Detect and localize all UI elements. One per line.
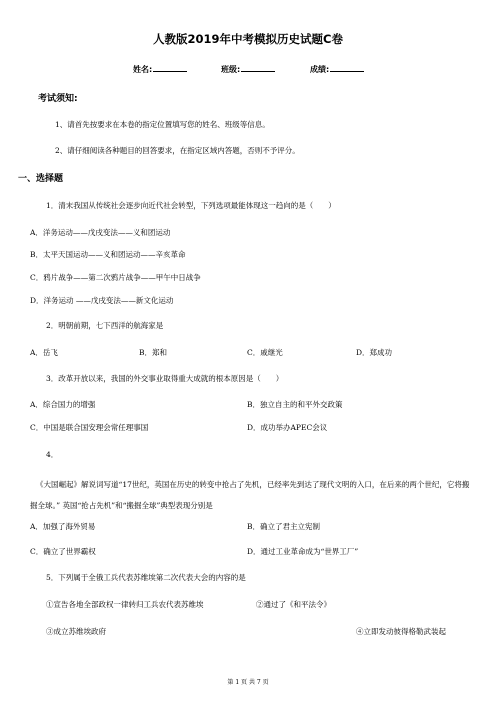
class-label: 班级: bbox=[221, 65, 241, 74]
question-4-option-a: A．加强了海外贸易 bbox=[30, 522, 96, 531]
class-field bbox=[221, 64, 275, 74]
question-3-option-b: B．独立自主的和平外交政策 bbox=[247, 400, 343, 409]
question-2-option-c: C．戚继光 bbox=[247, 348, 283, 357]
name-label: 姓名: bbox=[133, 65, 153, 74]
question-5-item-1: ①宣告各地全部政权一律转归工兵农代表苏维埃 bbox=[46, 600, 204, 609]
name-field bbox=[133, 64, 187, 74]
name-blank bbox=[153, 64, 187, 72]
question-5-stem: 5．下列属于全俄工兵代表苏维埃第二次代表大会的内容的是 bbox=[46, 573, 246, 582]
section-title: 一、选择题 bbox=[18, 174, 64, 184]
question-4-paragraph: 《大国崛起》解说词写道“17世纪，英国在历史的转变中抢占了先机，已经率先到达了现代文明的入口，在后来的两个世纪，它将搬掘全球。” 英国“抢占先机”和“搬掘全球”典型表现分别是 bbox=[30, 480, 470, 510]
question-4-option-d: D．通过工业革命成为“世界工厂” bbox=[247, 547, 359, 556]
question-3-option-c: C．中国是联合国安理会常任理事国 bbox=[30, 423, 149, 432]
question-1-option-d: D．洋务运动 ——戊戌变法——新文化运动 bbox=[30, 296, 174, 305]
score-blank bbox=[330, 64, 364, 72]
question-2-stem: 2．明朝前期，七下西洋的航海家是 bbox=[46, 321, 164, 330]
question-2-option-d: D．郑成功 bbox=[356, 348, 393, 357]
question-1-stem: 1．清末我国从传统社会逐步向近代社会转型，下列选项最能体现这一趋向的是（ ） bbox=[46, 201, 336, 210]
question-4-option-c: C．确立了世界霸权 bbox=[30, 547, 96, 556]
question-2-option-a: A．岳飞 bbox=[30, 348, 58, 357]
notice-heading: 考试须知: bbox=[38, 94, 78, 104]
question-1-option-b: B．太平天国运动——义和团运动——辛亥革命 bbox=[30, 250, 186, 259]
question-5-item-4: ④立即发动彼得格勒武装起 bbox=[356, 627, 446, 636]
document-title: 人教版2019年中考模拟历史试题C卷 bbox=[153, 32, 343, 46]
question-1-option-a: A．洋务运动——戊戌变法——义和团运动 bbox=[30, 228, 171, 237]
question-4-stem: 4． bbox=[46, 450, 59, 459]
page-footer: 第 1 页 共 7 页 bbox=[227, 679, 269, 686]
question-1-option-c: C．鸦片战争——第二次鸦片战争——甲午中日战争 bbox=[30, 273, 201, 282]
question-3-stem: 3．改革开放以来，我国的外交事业取得重大成就的根本原因是（ ） bbox=[46, 374, 284, 383]
notice-item-2: 2、请仔细阅读各种题目的回答要求，在指定区域内答题，否则不予评分。 bbox=[55, 146, 300, 155]
class-blank bbox=[241, 64, 275, 72]
score-field bbox=[310, 64, 364, 74]
score-label: 成绩: bbox=[310, 65, 330, 74]
question-5-item-3: ③成立苏维埃政府 bbox=[46, 627, 106, 636]
question-5-item-2: ②通过了《和平法令》 bbox=[256, 600, 331, 609]
question-4-option-b: B．确立了君主立宪制 bbox=[247, 522, 321, 531]
question-3-option-a: A．综合国力的增强 bbox=[30, 400, 96, 409]
question-3-option-d: D．成功举办APEC会议 bbox=[247, 423, 328, 432]
question-2-option-b: B．郑和 bbox=[139, 348, 168, 357]
notice-item-1: 1、请首先按要求在本卷的指定位置填写您的姓名、班级等信息。 bbox=[55, 120, 270, 129]
